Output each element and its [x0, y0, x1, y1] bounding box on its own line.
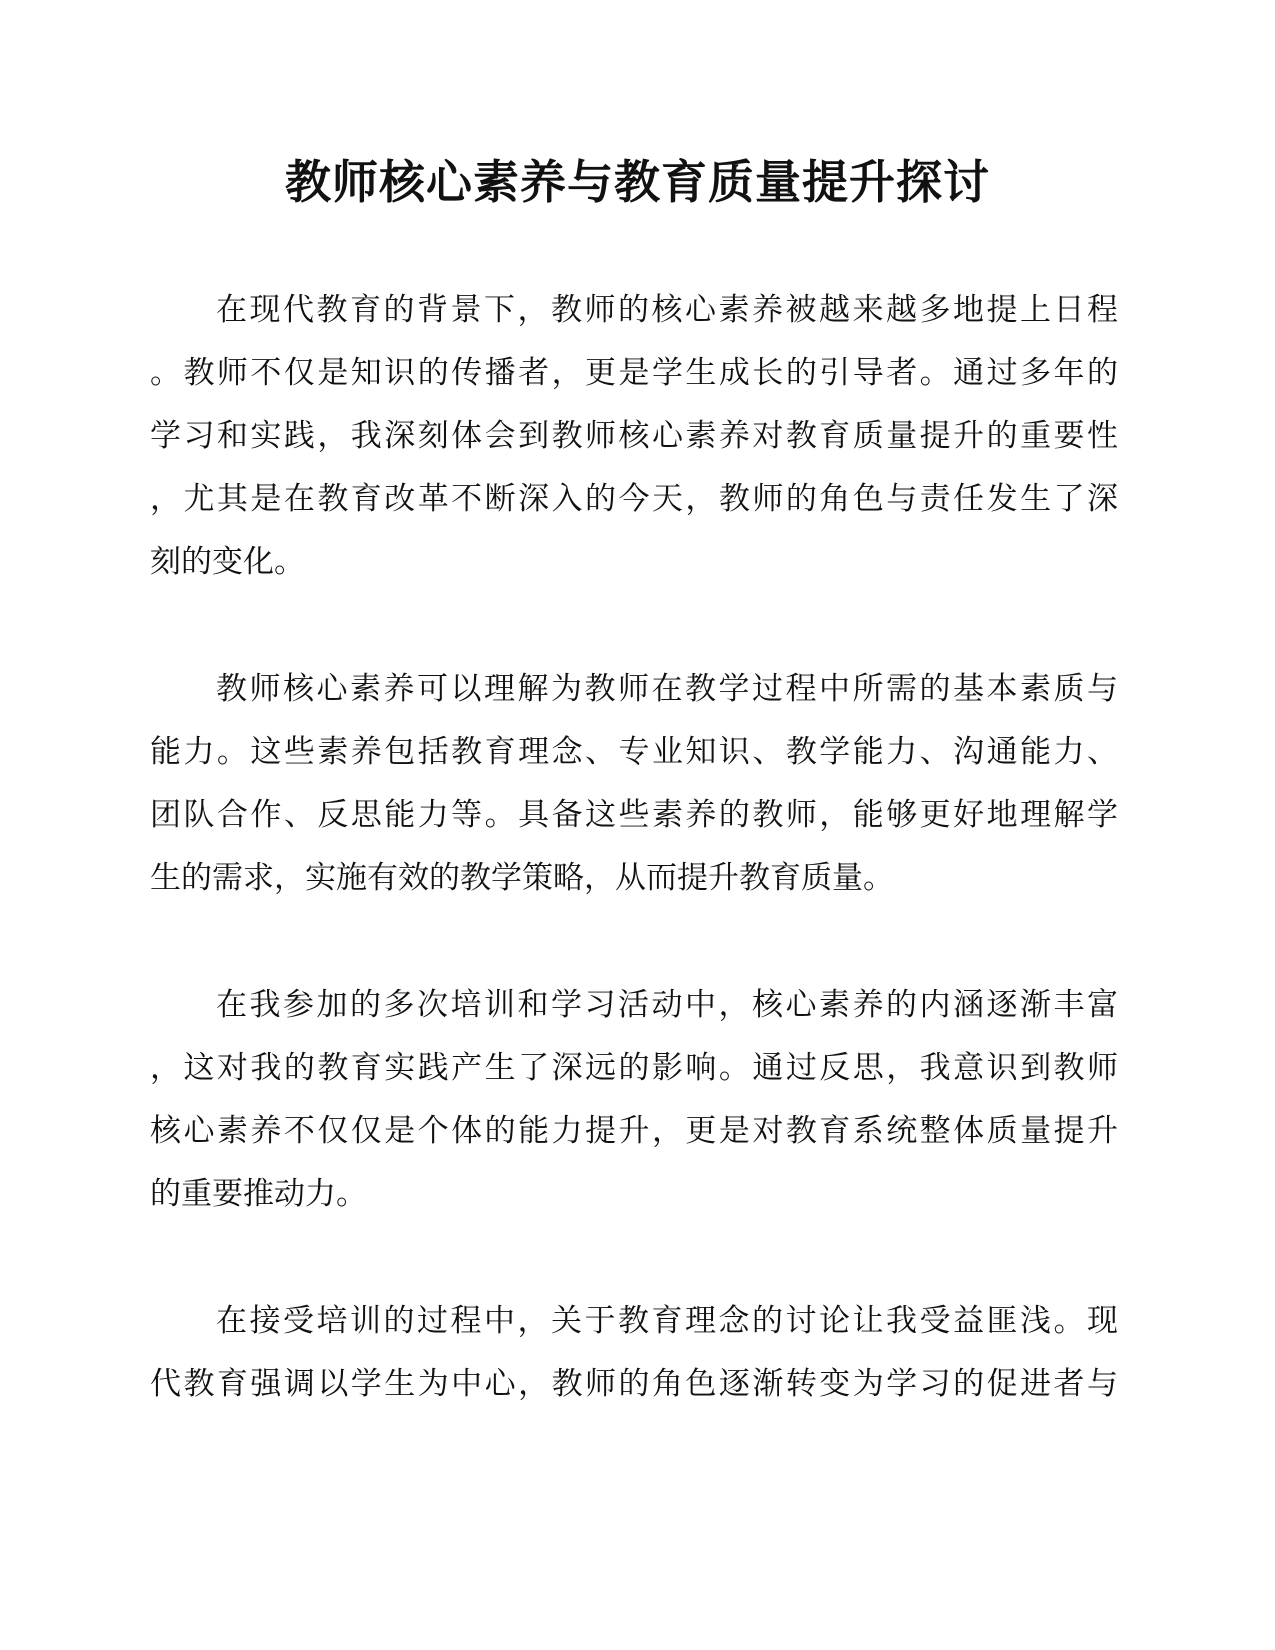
paragraph-line: 生的需求，实施有效的教学策略，从而提升教育质量。	[150, 860, 894, 896]
paragraph-line: 的重要推动力。	[150, 1176, 367, 1212]
paragraph-line: 能力。这些素养包括教育理念、专业知识、教学能力、沟通能力、	[150, 734, 1118, 770]
paragraph-line: 教师核心素养可以理解为教师在教学过程中所需的基本素质与	[216, 671, 1118, 707]
paragraph-line: 团队合作、反思能力等。具备这些素养的教师，能够更好地理解学	[150, 797, 1118, 833]
paragraph-line: 在现代教育的背景下，教师的核心素养被越来越多地提上日程	[216, 292, 1118, 328]
paragraph-line: 刻的变化。	[150, 544, 305, 580]
paragraph-line: 学习和实践，我深刻体会到教师核心素养对教育质量提升的重要性	[150, 418, 1118, 454]
paragraph-line: 。教师不仅是知识的传播者，更是学生成长的引导者。通过多年的	[150, 355, 1118, 391]
paragraph-line: 代教育强调以学生为中心，教师的角色逐渐转变为学习的促进者与	[150, 1366, 1118, 1402]
document-title: 教师核心素养与教育质量提升探讨	[285, 155, 990, 209]
paragraph-line: ，尤其是在教育改革不断深入的今天，教师的角色与责任发生了深	[150, 481, 1118, 517]
paragraph-line: ，这对我的教育实践产生了深远的影响。通过反思，我意识到教师	[150, 1050, 1118, 1086]
paragraph-line: 核心素养不仅仅是个体的能力提升，更是对教育系统整体质量提升	[150, 1113, 1118, 1149]
paragraph-line: 在我参加的多次培训和学习活动中，核心素养的内涵逐渐丰富	[216, 987, 1118, 1023]
paragraph-line: 在接受培训的过程中，关于教育理念的讨论让我受益匪浅。现	[216, 1303, 1118, 1339]
